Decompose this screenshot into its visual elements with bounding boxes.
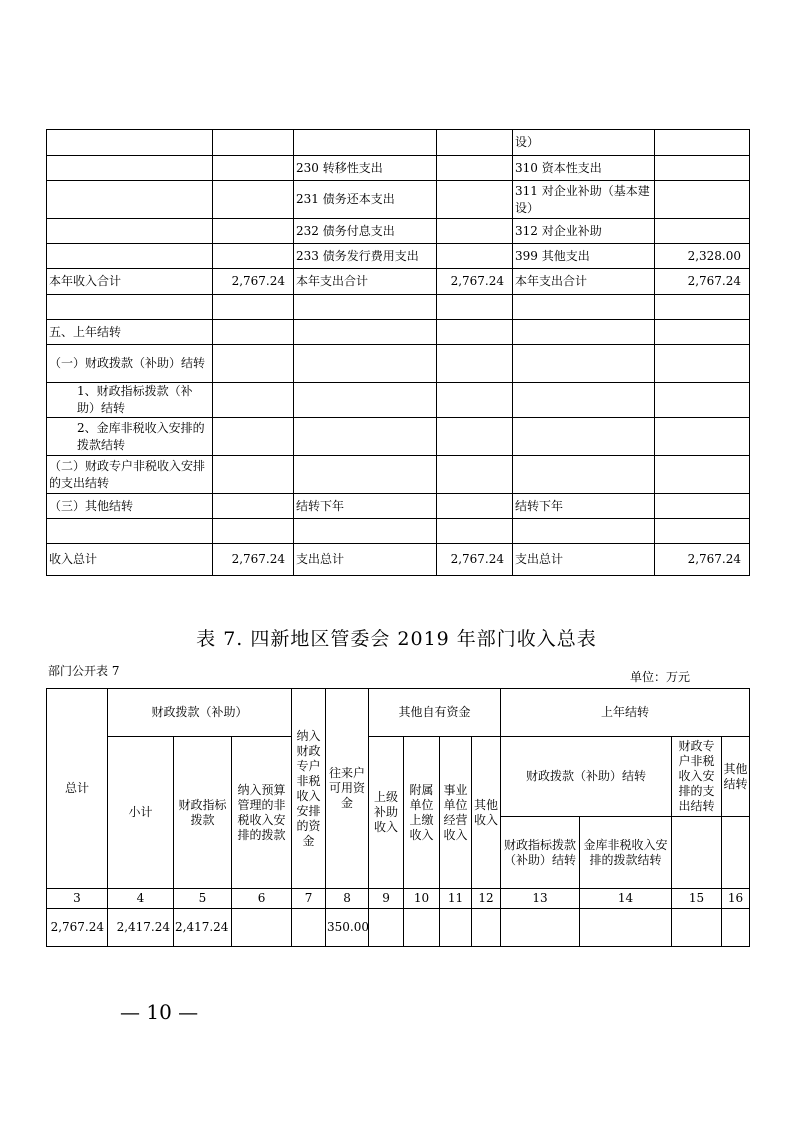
table-cell: 233 债务发行费用支出	[294, 244, 437, 269]
header-ly-other: 其他结转	[722, 737, 750, 817]
table-cell	[513, 345, 655, 383]
table-cell	[213, 156, 294, 181]
table-cell	[294, 320, 437, 345]
table-cell	[213, 320, 294, 345]
table-cell	[437, 244, 513, 269]
data-cell	[580, 909, 672, 947]
table-cell	[655, 156, 750, 181]
table-cell	[655, 519, 750, 544]
data-cell	[369, 909, 404, 947]
table-cell	[294, 130, 437, 156]
table-cell	[47, 130, 213, 156]
table-row	[47, 295, 750, 320]
table-cell	[655, 320, 750, 345]
table-cell	[655, 494, 750, 519]
header-budget-nontax: 纳入预算管理的非税收入安排的拨款	[232, 737, 292, 889]
column-number: 7	[292, 889, 326, 909]
column-number: 3	[47, 889, 108, 909]
table-row	[47, 219, 750, 244]
data-cell	[722, 909, 750, 947]
table-row	[47, 244, 750, 269]
table-cell	[213, 345, 294, 383]
table-cell	[47, 181, 213, 219]
table-cell	[655, 345, 750, 383]
table-row	[47, 383, 750, 418]
table-cell	[437, 219, 513, 244]
data-cell: 350.00	[326, 909, 369, 947]
table-cell: 2,767.24	[437, 269, 513, 295]
header-ly-special: 财政专户非税收入安排的支出结转	[672, 737, 722, 817]
column-number: 15	[672, 889, 722, 909]
table-cell	[655, 130, 750, 156]
table-cell	[213, 181, 294, 219]
header-subtotal: 小计	[108, 737, 174, 889]
table-cell: 结转下年	[294, 494, 437, 519]
table-row	[47, 345, 750, 383]
table-cell	[513, 519, 655, 544]
table-cell	[213, 456, 294, 494]
column-number: 14	[580, 889, 672, 909]
table-cell	[437, 295, 513, 320]
table-cell	[213, 494, 294, 519]
table-row	[47, 494, 750, 519]
table-cell	[513, 383, 655, 418]
table-row	[47, 320, 750, 345]
table-cell: （二）财政专户非税收入安排的支出结转	[47, 456, 213, 494]
data-cell: 2,767.24	[47, 909, 108, 947]
page-number: — 10 —	[120, 1000, 199, 1024]
data-cell: 2,417.24	[108, 909, 174, 947]
table-cell: 312 对企业补助	[513, 219, 655, 244]
table-cell	[655, 181, 750, 219]
data-cell	[501, 909, 580, 947]
column-number: 9	[369, 889, 404, 909]
table-cell	[513, 418, 655, 456]
table-title: 表 7. 四新地区管委会 2019 年部门收入总表	[196, 628, 597, 650]
header-ly-other-cont	[722, 817, 750, 889]
table-cell	[437, 494, 513, 519]
table-cell: 1、财政指标拨款（补助）结转	[47, 383, 213, 418]
table-cell	[437, 130, 513, 156]
table-cell	[437, 456, 513, 494]
table-cell	[213, 130, 294, 156]
table-row	[47, 418, 750, 456]
column-number: 11	[440, 889, 472, 909]
column-number-row	[47, 889, 750, 909]
table-cell: 本年支出合计	[294, 269, 437, 295]
table-cell: 230 转移性支出	[294, 156, 437, 181]
table-cell: 232 债务付息支出	[294, 219, 437, 244]
column-number: 13	[501, 889, 580, 909]
table-row	[47, 130, 750, 156]
table-cell	[655, 383, 750, 418]
table-cell	[437, 156, 513, 181]
data-cell	[404, 909, 440, 947]
header-superior: 上级补助收入	[369, 737, 404, 889]
income-summary-table	[46, 688, 750, 947]
table-cell: 2、金库非税收入安排的拨款结转	[47, 418, 213, 456]
table-cell	[47, 295, 213, 320]
table-cell: 2,767.24	[213, 269, 294, 295]
table-row	[47, 519, 750, 544]
table-cell	[655, 456, 750, 494]
table-cell	[437, 320, 513, 345]
table-cell	[437, 383, 513, 418]
header-fiscal: 财政拨款（补助）	[108, 689, 292, 737]
table-cell: 五、上年结转	[47, 320, 213, 345]
header-other-self: 其他自有资金	[369, 689, 501, 737]
table-row	[47, 456, 750, 494]
table-cell: （三）其他结转	[47, 494, 213, 519]
table-cell	[47, 156, 213, 181]
header-ly-index: 财政指标拨款（补助）结转	[501, 817, 580, 889]
data-cell: 2,417.24	[174, 909, 232, 947]
table-cell	[437, 345, 513, 383]
data-cell	[292, 909, 326, 947]
header-ly-fiscal: 财政拨款（补助）结转	[501, 737, 672, 817]
table-cell: 311 对企业补助（基本建设）	[513, 181, 655, 219]
table-cell: 结转下年	[513, 494, 655, 519]
balance-table	[46, 129, 750, 576]
table-cell: 2,767.24	[655, 269, 750, 295]
data-cell	[440, 909, 472, 947]
table-cell: 310 资本性支出	[513, 156, 655, 181]
table-cell: 2,328.00	[655, 244, 750, 269]
table-cell: 设）	[513, 130, 655, 156]
table-code: 部门公开表 7	[48, 664, 120, 678]
table-cell	[47, 219, 213, 244]
table-cell: （一）财政拨款（补助）结转	[47, 345, 213, 383]
header-business: 事业单位经营收入	[440, 737, 472, 889]
table-cell	[513, 320, 655, 345]
table-cell	[437, 519, 513, 544]
table-cell	[513, 295, 655, 320]
column-number: 10	[404, 889, 440, 909]
table-cell	[294, 383, 437, 418]
table-cell	[213, 295, 294, 320]
table-cell	[655, 418, 750, 456]
table-cell	[213, 418, 294, 456]
table-row	[47, 181, 750, 219]
table-row	[47, 156, 750, 181]
table-cell	[655, 295, 750, 320]
header-affiliated: 附属单位上缴收入	[404, 737, 440, 889]
table-row	[47, 544, 750, 576]
table-cell: 2,767.24	[213, 544, 294, 576]
column-number: 5	[174, 889, 232, 909]
table-cell	[213, 219, 294, 244]
table-cell: 231 债务还本支出	[294, 181, 437, 219]
table-cell	[213, 383, 294, 418]
table-cell	[294, 418, 437, 456]
header-last-year: 上年结转	[501, 689, 750, 737]
table-cell: 2,767.24	[655, 544, 750, 576]
column-number: 8	[326, 889, 369, 909]
table-cell: 2,767.24	[437, 544, 513, 576]
data-row	[47, 909, 750, 947]
data-cell	[472, 909, 501, 947]
table-cell: 本年收入合计	[47, 269, 213, 295]
table-cell: 支出总计	[294, 544, 437, 576]
table-cell	[47, 244, 213, 269]
table-cell	[294, 345, 437, 383]
table-cell	[513, 456, 655, 494]
column-number: 12	[472, 889, 501, 909]
table-cell	[655, 219, 750, 244]
data-cell	[672, 909, 722, 947]
table-cell: 收入总计	[47, 544, 213, 576]
header-other-income: 其他收入	[472, 737, 501, 889]
header-ly-special-cont	[672, 817, 722, 889]
table-cell	[294, 456, 437, 494]
table-cell: 本年支出合计	[513, 269, 655, 295]
table-cell	[294, 295, 437, 320]
column-number: 16	[722, 889, 750, 909]
header-fiscal-index: 财政指标拨款	[174, 737, 232, 889]
table-cell	[437, 181, 513, 219]
header-ly-treasury: 金库非税收入安排的拨款结转	[580, 817, 672, 889]
data-cell	[232, 909, 292, 947]
column-number: 6	[232, 889, 292, 909]
header-total: 总计	[47, 689, 108, 889]
table-cell: 399 其他支出	[513, 244, 655, 269]
header-special-account: 纳入财政专户非税收入安排的资金	[292, 689, 326, 889]
table-cell	[47, 519, 213, 544]
table-cell: 支出总计	[513, 544, 655, 576]
header-transfer: 往来户可用资金	[326, 689, 369, 889]
column-number: 4	[108, 889, 174, 909]
unit-label: 单位：万元	[630, 670, 691, 684]
table-cell	[213, 244, 294, 269]
table-row	[47, 269, 750, 295]
table-cell	[437, 418, 513, 456]
table-cell	[213, 519, 294, 544]
table-cell	[294, 519, 437, 544]
